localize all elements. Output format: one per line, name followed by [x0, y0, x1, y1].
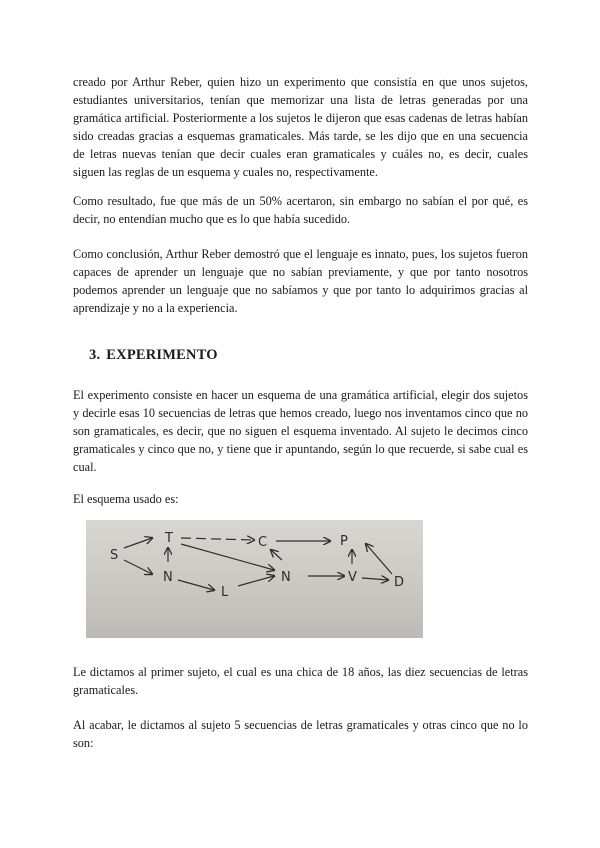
- node-p: P: [340, 534, 348, 549]
- paragraph-experiment-description: El experimento consiste en hacer un esquema de una gramática artificial, elegir dos sujetos y decirle esas 10 secuencias de letras que hemos creado, luego nos inventamos cinco que no son gramaticales, es decir, que no siguen el esquema inventado. Al sujeto le decimos cinco gramaticales y cinco que no, y tiene que ir apuntando, según lo que recuerde, si sabe cual es cual.: [73, 388, 528, 474]
- node-l: L: [221, 585, 229, 600]
- grammar-scheme-diagram: [86, 520, 423, 638]
- grammar-scheme-photo: [86, 520, 423, 638]
- node-d: D: [394, 575, 405, 590]
- paragraph-result: Como resultado, fue que más de un 50% acertaron, sin embargo no sabían el por qué, es decir, no entendían mucho que es lo que había sucedido.: [73, 194, 528, 226]
- edge-n-c: [271, 550, 282, 560]
- edge-t-c: [181, 538, 254, 540]
- node-c: C: [258, 535, 268, 550]
- paragraph-scheme-intro: El esquema usado es:: [73, 492, 179, 506]
- edge-v-d: [362, 578, 388, 580]
- node-v: V: [348, 570, 357, 585]
- paragraph-first-subject: Le dictamos al primer sujeto, el cual es una chica de 18 años, las diez secuencias de letras gramaticales.: [73, 665, 528, 697]
- node-t: T: [165, 531, 173, 546]
- section-number: 3.: [89, 347, 101, 363]
- edge-s-n: [124, 560, 152, 574]
- paragraph-conclusion: Como conclusión, Arthur Reber demostró que el lenguaje es innato, pues, los sujetos fueron capaces de aprender un lenguaje que no sabían previamente, y que por tanto nosotros podemos aprender un lenguaje que no sabíamos y que por tanto lo adquirimos gracias al aprendizaje y no a la experiencia.: [73, 247, 528, 315]
- edge-s-t: [124, 538, 152, 548]
- edge-d-p: [366, 544, 392, 574]
- node-s: S: [110, 548, 119, 563]
- node-n-center: N: [281, 570, 291, 585]
- paragraph-after-dictation: Al acabar, le dictamos al sujeto 5 secuencias de letras gramaticales y otras cinco que no lo son:: [73, 718, 528, 750]
- edge-n-l: [178, 580, 214, 590]
- section-title: EXPERIMENTO: [106, 347, 218, 363]
- edge-l-n: [238, 576, 274, 586]
- section-heading: [89, 347, 218, 364]
- node-n-lower: N: [163, 570, 173, 585]
- paragraph-reber-experiment: creado por Arthur Reber, quien hizo un experimento que consistía en que unos sujetos, estudiantes universitarios, tenían que memorizar una lista de letras generadas por una gramática artificial. Posteriormente a los sujetos le dijeron que esas cadenas de letras habían sido creadas gracias a esquemas gramaticales. Más tarde, se les dijo que en una secuencia de letras nuevas tenían que decir cuales eran gramaticales y cuáles no, es decir, cuales siguen las reglas de un esquema y cuales no, respectivamente.: [73, 75, 528, 179]
